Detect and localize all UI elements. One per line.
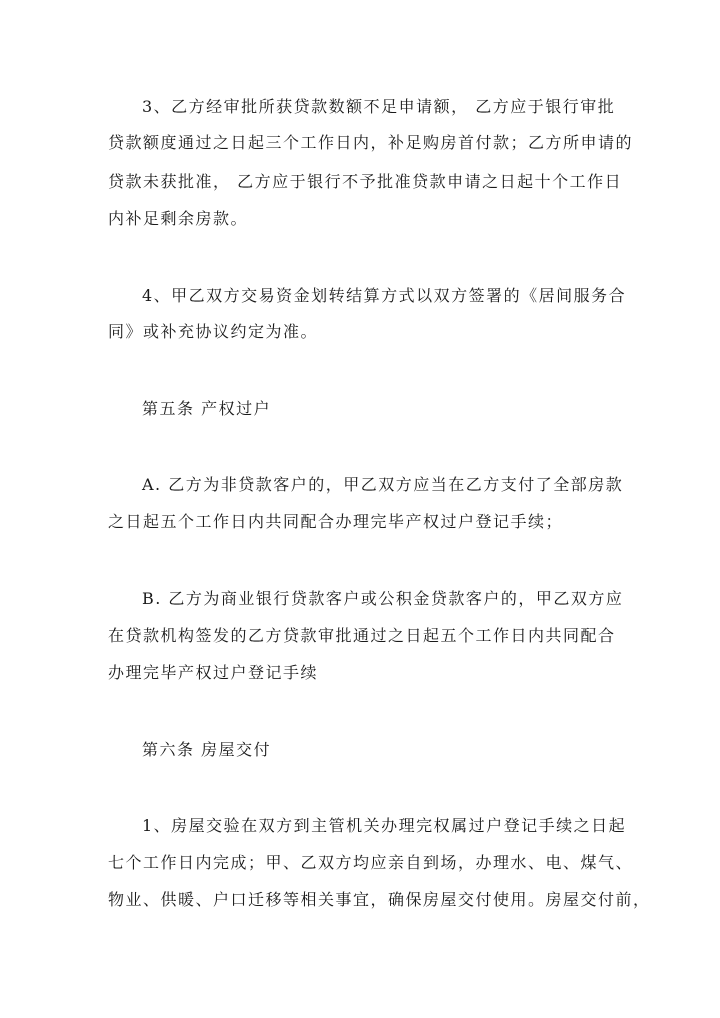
paragraph-1-line-2: 贷款额度通过之日起三个工作日内，补足购房首付款；乙方所申请的 — [108, 133, 634, 152]
paragraph-a-line-1: A. 乙方为非贷款客户的，甲乙双方应当在乙方支付了全部房款 — [142, 475, 624, 494]
paragraph-b-line-2: 在贷款机构签发的乙方贷款审批通过之日起五个工作日内共同配合 — [108, 626, 616, 645]
paragraph-b-line-1: B. 乙方为商业银行贷款客户或公积金贷款客户的，甲乙双方应 — [142, 589, 624, 608]
paragraph-6-1-line-2: 七个工作日内完成；甲、乙双方均应亲自到场，办理水、电、煤气、 — [108, 853, 634, 872]
paragraph-2-line-2: 同》或补充协议约定为准。 — [108, 322, 319, 341]
paragraph-1-line-1: 3、乙方经审批所获贷款数额不足申请额， 乙方应于银行审批 — [142, 97, 616, 116]
section-heading-article-5: 第五条 产权过户 — [142, 399, 272, 418]
paragraph-6-1-line-3: 物业、供暖、户口迁移等相关事宜，确保房屋交付使用。房屋交付前， — [108, 890, 651, 909]
paragraph-a-line-2: 之日起五个工作日内共同配合办理完毕产权过户登记手续； — [108, 512, 564, 531]
section-heading-article-6: 第六条 房屋交付 — [142, 740, 272, 759]
paragraph-6-1-line-1: 1、房屋交验在双方到主管机关办理完权属过户登记手续之日起 — [142, 816, 627, 835]
paragraph-2-line-1: 4、甲乙双方交易资金划转结算方式以双方签署的《居间服务合 — [142, 286, 627, 305]
paragraph-1-line-3: 贷款未获批准， 乙方应于银行不予批准贷款申请之日起十个工作日 — [108, 172, 623, 191]
paragraph-b-line-3: 办理完毕产权过户登记手续 — [108, 663, 319, 682]
paragraph-1-line-4: 内补足剩余房款。 — [108, 209, 249, 228]
